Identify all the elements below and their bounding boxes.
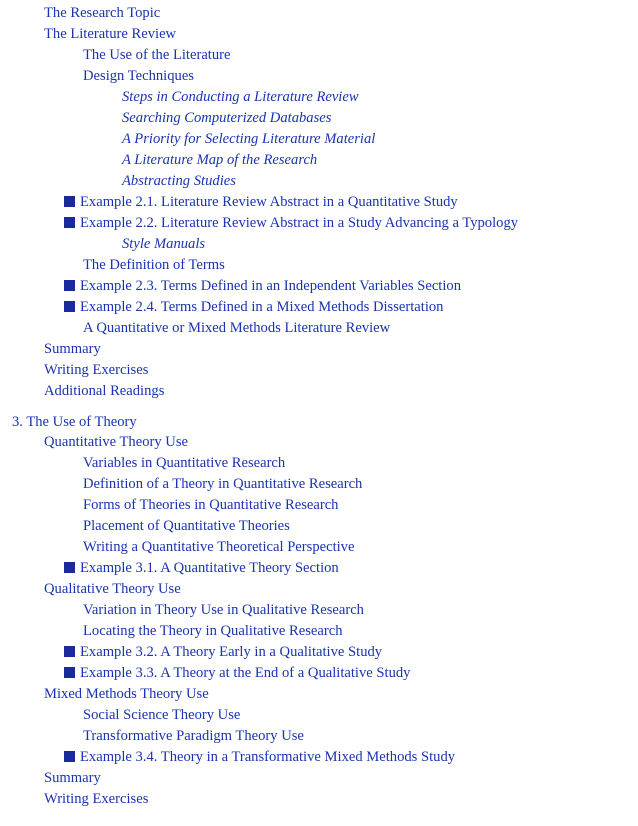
toc-section-link[interactable]	[44, 433, 188, 451]
toc-entry-label: Definition of a Theory in Quantitative Research	[83, 476, 363, 492]
square-bullet-icon	[64, 751, 75, 762]
toc-section-link[interactable]	[44, 685, 209, 703]
toc-section-link[interactable]	[83, 475, 362, 493]
toc-entry-label: Variation in Theory Use in Qualitative Research	[83, 602, 364, 618]
toc-entry-label: 3. The Use of Theory	[12, 414, 137, 430]
square-bullet-icon	[64, 217, 75, 228]
toc-entry-label: A Literature Map of the Research	[122, 152, 318, 168]
toc-example-link[interactable]	[64, 748, 455, 766]
toc-entry-label: Design Techniques	[83, 68, 194, 84]
toc-entry-label: Example 2.4. Terms Defined in a Mixed Methods Dissertation	[80, 299, 444, 315]
toc-section-link[interactable]	[122, 172, 236, 190]
toc-entry-label: The Research Topic	[44, 5, 161, 21]
toc-section-link[interactable]	[44, 25, 176, 43]
toc-entry-label: A Priority for Selecting Literature Material	[122, 131, 376, 147]
toc-entry-label: Social Science Theory Use	[83, 707, 241, 723]
toc-entry-label: The Definition of Terms	[83, 257, 225, 273]
toc-entry-label: The Use of the Literature	[83, 47, 231, 63]
toc-section-link[interactable]	[83, 727, 304, 745]
toc-entry-label: Variables in Quantitative Research	[83, 455, 286, 471]
toc-entry-label: Searching Computerized Databases	[122, 110, 332, 126]
square-bullet-icon	[64, 196, 75, 207]
toc-section-link[interactable]	[44, 769, 101, 787]
toc-entry-label: Quantitative Theory Use	[44, 434, 189, 450]
toc-example-link[interactable]	[64, 643, 382, 661]
toc-entry-label: Placement of Quantitative Theories	[83, 518, 290, 534]
toc-chapter-link[interactable]	[12, 413, 137, 431]
toc-section-link[interactable]	[83, 67, 194, 85]
toc-entry-label: Qualitative Theory Use	[44, 581, 181, 597]
toc-section-link[interactable]	[44, 361, 148, 379]
toc-entry-label: Example 3.4. Theory in a Transformative Mixed Methods Study	[80, 749, 456, 765]
toc-example-link[interactable]	[64, 277, 461, 295]
toc-section-link[interactable]	[83, 622, 343, 640]
square-bullet-icon	[64, 301, 75, 312]
toc-entry-label: Mixed Methods Theory Use	[44, 686, 209, 702]
toc-example-link[interactable]	[64, 664, 410, 682]
toc-entry-label: A Quantitative or Mixed Methods Literature Review	[83, 320, 391, 336]
toc-section-link[interactable]	[44, 4, 160, 22]
toc-example-link[interactable]	[64, 298, 443, 316]
toc-section-link[interactable]	[44, 382, 164, 400]
toc-section-link[interactable]	[83, 46, 231, 64]
toc-entry-label: Example 3.3. A Theory at the End of a Qualitative Study	[80, 665, 411, 681]
toc-entry-label: Steps in Conducting a Literature Review	[122, 89, 359, 105]
toc-entry-label: Example 3.2. A Theory Early in a Qualitative Study	[80, 644, 383, 660]
square-bullet-icon	[64, 280, 75, 291]
toc-section-link[interactable]	[122, 151, 317, 169]
square-bullet-icon	[64, 562, 75, 573]
toc-entry-label: Forms of Theories in Quantitative Research	[83, 497, 339, 513]
toc-entry-label: Example 2.1. Literature Review Abstract in a Quantitative Study	[80, 194, 458, 210]
toc-entry-label: Writing Exercises	[44, 362, 149, 378]
square-bullet-icon	[64, 667, 75, 678]
toc-section-link[interactable]	[83, 454, 285, 472]
square-bullet-icon	[64, 646, 75, 657]
toc-entry-label: Writing a Quantitative Theoretical Perspective	[83, 539, 355, 555]
toc-section-link[interactable]	[44, 790, 148, 808]
toc-section-link[interactable]	[83, 256, 225, 274]
toc-section-link[interactable]	[83, 538, 354, 556]
toc-section-link[interactable]	[122, 88, 359, 106]
toc-section-link[interactable]	[83, 706, 240, 724]
toc-section-link[interactable]	[83, 601, 364, 619]
toc-section-link[interactable]	[83, 319, 390, 337]
toc-example-link[interactable]	[64, 193, 458, 211]
toc-entry-label: Summary	[44, 341, 101, 357]
toc-entry-label: Style Manuals	[122, 236, 206, 252]
toc-section-link[interactable]	[122, 235, 205, 253]
toc-entry-label: Example 2.2. Literature Review Abstract in a Study Advancing a Typology	[80, 215, 519, 231]
toc-entry-label: Transformative Paradigm Theory Use	[83, 728, 304, 744]
toc-entry-label: Additional Readings	[44, 383, 165, 399]
toc-section-link[interactable]	[44, 580, 181, 598]
toc-entry-label: Locating the Theory in Qualitative Research	[83, 623, 343, 639]
toc-entry-label: Writing Exercises	[44, 791, 149, 807]
toc-section-link[interactable]	[122, 130, 375, 148]
toc-entry-label: The Literature Review	[44, 26, 177, 42]
toc-section-link[interactable]	[83, 517, 290, 535]
toc-section-link[interactable]	[44, 340, 101, 358]
toc-section-link[interactable]	[83, 496, 338, 514]
toc-entry-label: Example 2.3. Terms Defined in an Independent Variables Section	[80, 278, 462, 294]
toc-entry-label: Example 3.1. A Quantitative Theory Section	[80, 560, 339, 576]
toc-entry-label: Summary	[44, 770, 101, 786]
toc-example-link[interactable]	[64, 214, 518, 232]
toc-section-link[interactable]	[122, 109, 331, 127]
toc-entry-label: Abstracting Studies	[122, 173, 236, 189]
toc-example-link[interactable]	[64, 559, 339, 577]
